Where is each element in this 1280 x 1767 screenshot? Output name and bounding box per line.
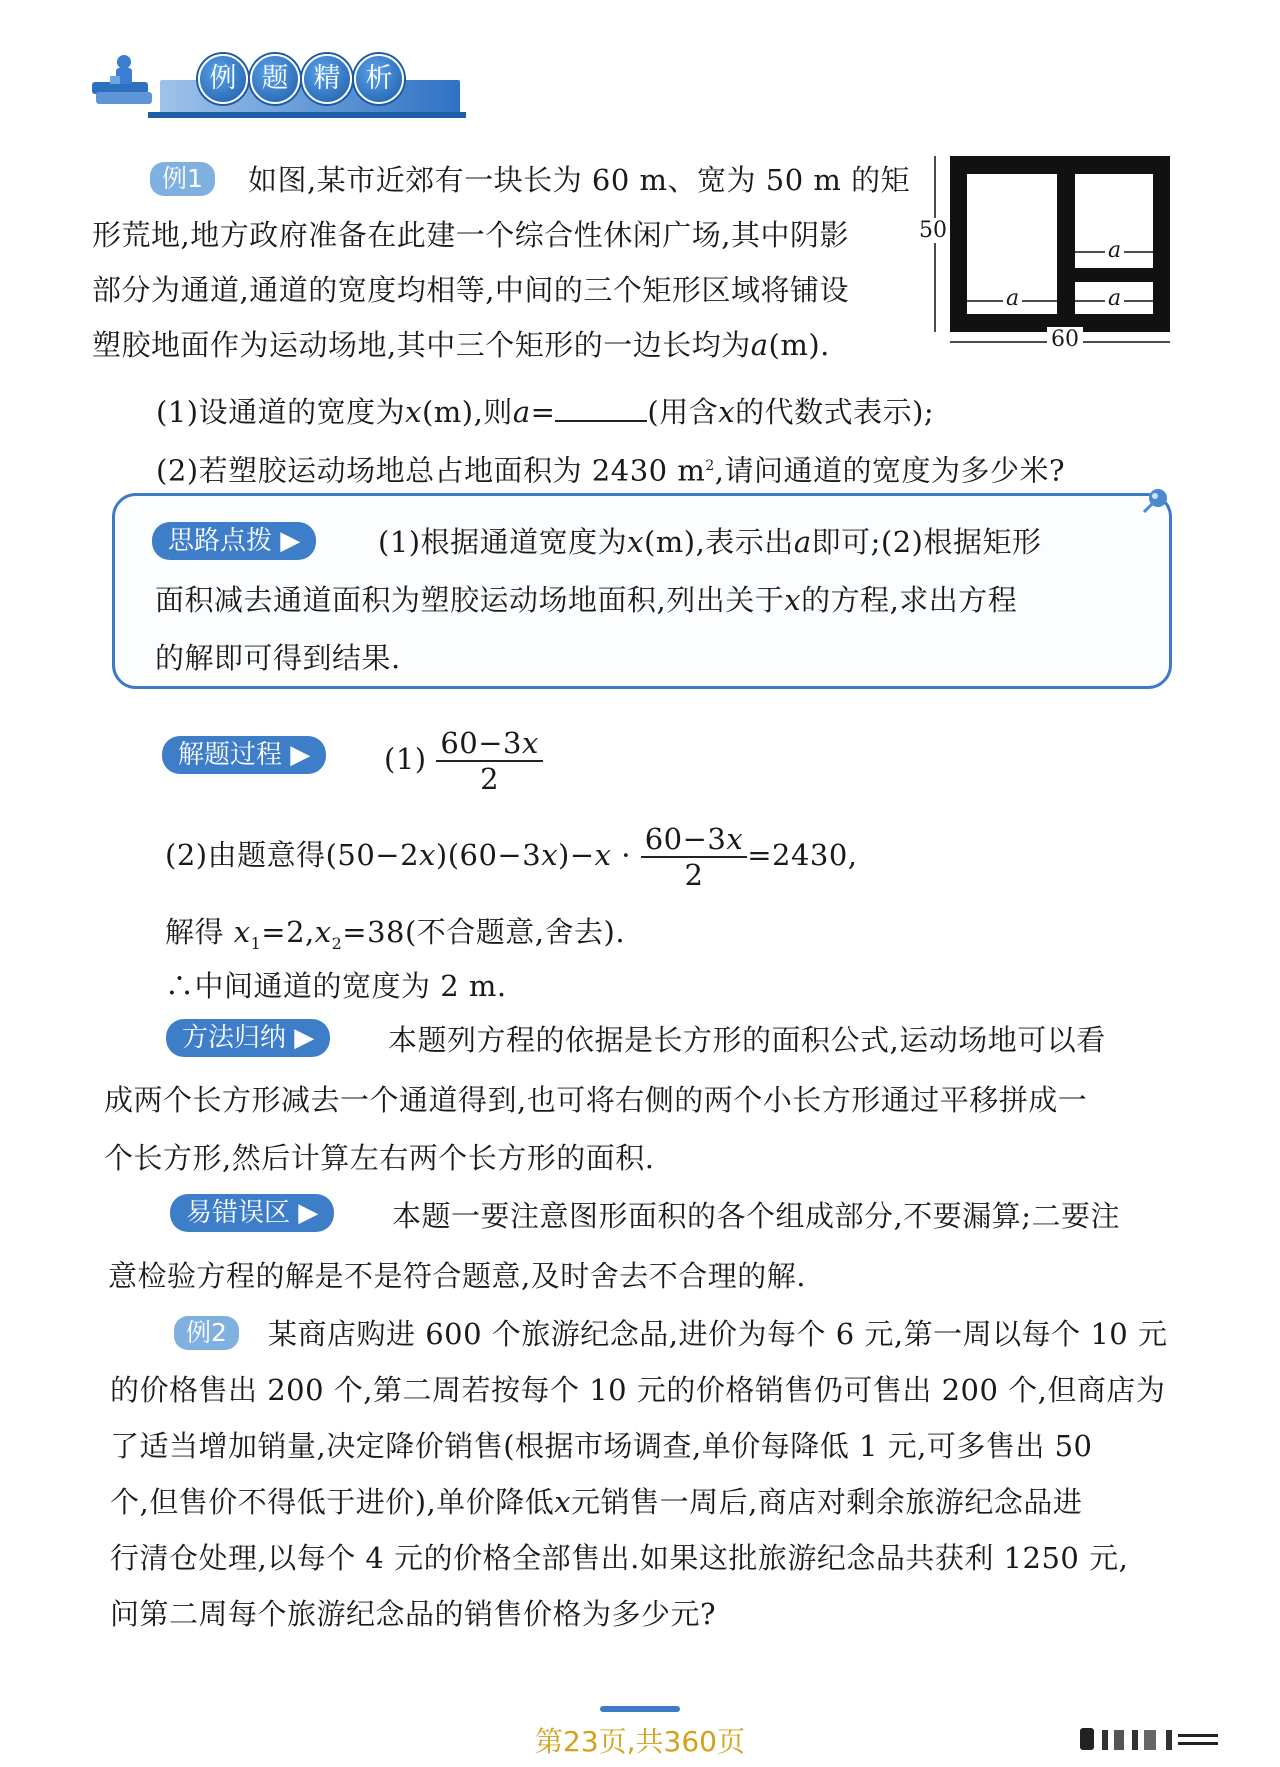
question-2 [156,446,1065,491]
method-badge: 方法归纳 ▶ [166,1019,330,1057]
fraction [641,822,748,892]
sol-pre: 解得 [165,915,225,949]
hint-line2-post: 的方程,求出方程 [801,583,1018,617]
example1-line-4-tail: (m). [768,328,830,362]
example1-badge: 例1 [150,162,215,196]
hint-badge: 思路点拨 ▶ [152,522,316,560]
var-x: x [594,838,612,872]
var-x: x [541,838,559,872]
figure-a-label-bottom: a [1105,286,1124,311]
header-char-3: 精 [302,54,352,104]
frac-den: 2 [480,762,500,796]
sub-1: 1 [250,933,262,953]
pin-icon [1140,486,1170,516]
sol-p2-dot: · [611,838,641,872]
hint-line-1 [378,522,1041,562]
solution-badge: 解题过程 ▶ [162,736,326,774]
example1-line-1: 如图,某市近郊有一块长为 60 m、宽为 50 m 的矩 [248,163,911,197]
rectangle-figure [919,152,1195,352]
example2-line-2: 的价格售出 200 个,第二周若按每个 10 元的价格销售仍可售出 200 个,但商店为 [110,1373,1166,1407]
header-underline [148,112,466,118]
hint-line1-pre: (1)根据通道宽度为 [378,525,628,559]
figure-width-label: 60 [1047,327,1083,352]
var-a: a [512,395,531,429]
var-a: a [750,328,769,362]
solution-conclusion: ∴中间通道的宽度为 2 m. [165,969,507,1003]
var-x: x [554,1485,572,1519]
var-x: x [627,525,644,559]
example2-line-1: 某商店购进 600 个旅游纪念品,进价为每个 6 元,第一周以每个 10 元 [268,1317,1168,1351]
example2-line-3: 了适当增加销量,决定降价销售(根据市场调查,单价每降低 1 元,可多售出 50 [110,1429,1093,1463]
q2-pre: (2)若塑胶运动场地总占地面积为 2430 m [156,453,706,488]
figure-a-label-left: a [1003,286,1022,311]
example1-line-4 [92,325,830,365]
frac-den: 2 [684,858,704,892]
sol-v1: =2, [261,915,315,949]
example1-line-4-text: 塑胶地面作为运动场地,其中三个矩形的一边长均为 [92,328,751,362]
sol-p2-pre: (2)由题意得(50−2 [165,838,420,872]
header-char-1: 例 [198,54,248,104]
example2-line-5: 行清仓处理,以每个 4 元的价格全部售出.如果这批旅游纪念品共获利 1250 元, [110,1541,1129,1575]
var-a: a [793,525,812,559]
sol-p1-label: (1) [384,742,427,776]
q1-mid: (m),则 [421,395,513,429]
method-line-1: 本题列方程的依据是长方形的面积公式,运动场地可以看 [388,1023,1106,1057]
var-x: x [726,822,744,856]
frac-num: 60−3 [644,822,727,856]
figure-height-label: 50 [919,218,947,243]
sol-v2: =38(不合题意,舍去). [342,915,626,949]
example2-badge: 例2 [174,1316,239,1350]
var-x: x [718,395,736,429]
solution-roots [165,912,625,964]
sol-p2-post: =2430, [747,838,858,872]
answer-blank [555,394,647,422]
footer-ornament [600,1706,680,1712]
sol-p2-mid: )(60−3 [435,838,542,872]
example2-line-6: 问第二周每个旅游纪念品的销售价格为多少元? [110,1597,717,1631]
page-indicator: 第23页,共360页 [535,1725,745,1758]
sub-2: 2 [331,933,343,953]
example1-line-2: 形荒地,地方政府准备在此建一个综合性休闲广场,其中阴影 [92,218,849,252]
hint-line2-pre: 面积减去通道面积为塑胶运动场地面积,列出关于 [155,583,785,617]
method-line-2: 成两个长方形减去一个通道得到,也可将右侧的两个小长方形通过平移拼成一 [104,1083,1088,1117]
solution-part-1 [384,724,543,796]
var-x: x [419,838,436,872]
q1-post: (用含 [647,395,719,429]
example2-line-4 [110,1482,1082,1522]
q1-pre: (1)设通道的宽度为 [156,395,406,429]
var-x: x [405,395,422,429]
q2-post: ,请问通道的宽度为多少米? [714,453,1066,488]
pitfall-badge: 易错误区 ▶ [170,1194,334,1232]
frac-num: 60−3 [440,726,522,760]
pitfall-line-2: 意检验方程的解是不是符合题意,及时舍去不合理的解. [108,1259,806,1293]
hint-line-2 [155,580,1017,620]
ex2-line4-pre: 个,但售价不得低于进价),单价降低 [110,1485,555,1519]
pitfall-line-1: 本题一要注意图形面积的各个组成部分,不要漏算;二要注 [392,1199,1120,1233]
q1-post2: 的代数式表示); [735,395,935,429]
var-x: x [521,726,539,760]
solution-part-2 [165,820,858,892]
var-x: x [314,915,332,949]
q1-eq: = [530,395,556,429]
books-icon [88,48,158,108]
hint-line1-post: 即可;(2)根据矩形 [811,525,1042,559]
hint-line1-mid: (m),表示出 [643,525,794,559]
method-line-3: 个长方形,然后计算左右两个长方形的面积. [104,1141,655,1175]
fraction [436,726,543,796]
header-char-2: 题 [250,54,300,104]
var-x: x [784,583,802,617]
barcode-mark [1080,1724,1260,1754]
question-1 [156,392,934,432]
var-x: x [233,915,251,949]
example1-line-3: 部分为通道,通道的宽度均相等,中间的三个矩形区域将铺设 [92,273,849,307]
hint-line-3: 的解即可得到结果. [155,641,401,675]
header-char-4: 析 [354,54,404,104]
ex2-line4-post: 元销售一周后,商店对剩余旅游纪念品进 [571,1485,1083,1519]
sol-p2-mid2: )− [558,838,595,872]
q2-sup: 2 [705,458,715,474]
figure-a-label-top: a [1105,238,1124,263]
